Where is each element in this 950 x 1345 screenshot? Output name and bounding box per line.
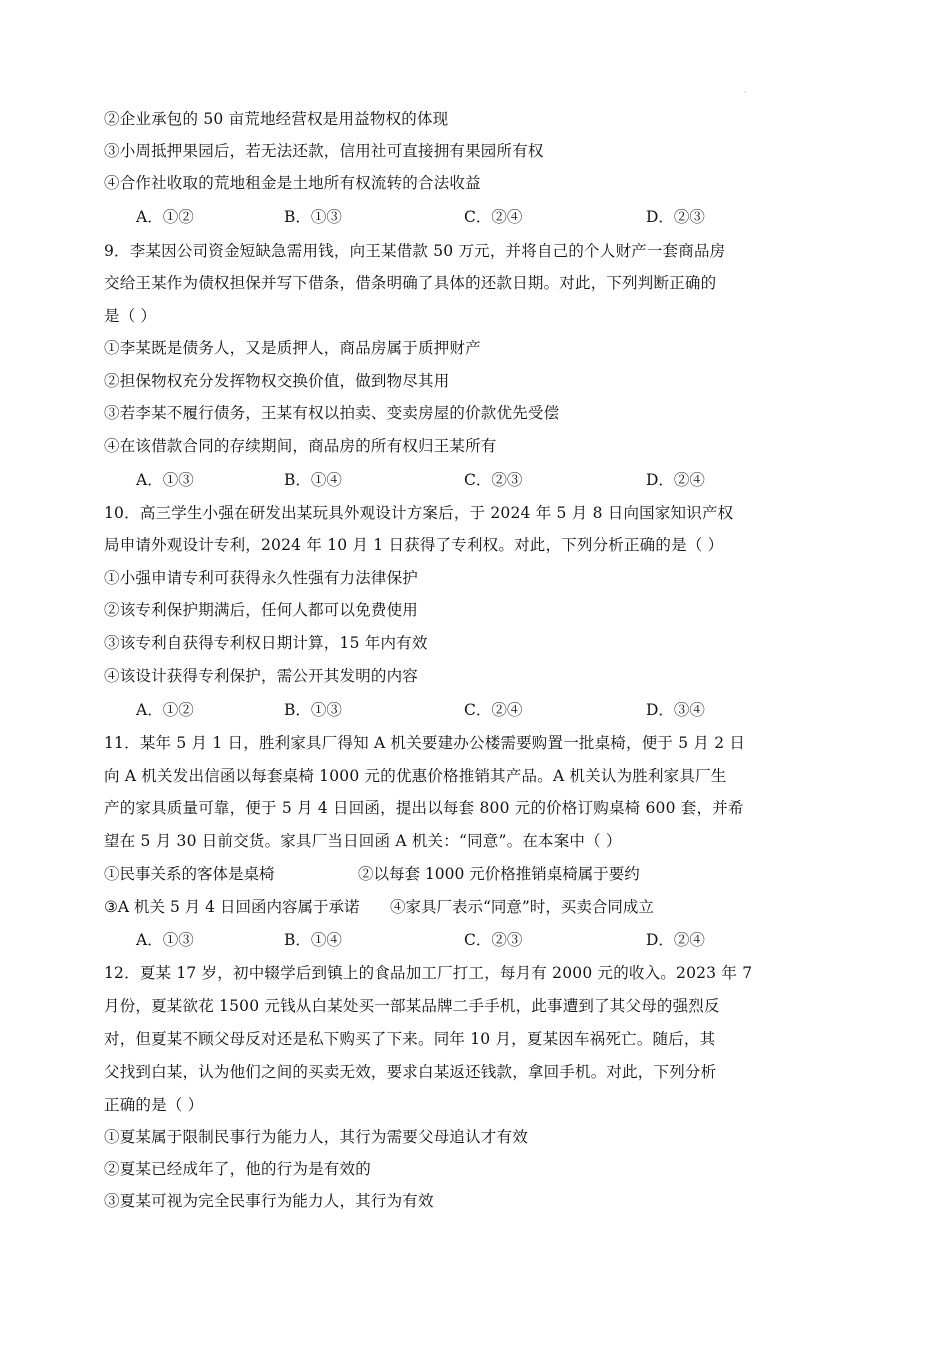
- q12-stem-line-5: 正确的是（ ）: [104, 1096, 204, 1114]
- q11-statements-row-2: [104, 896, 764, 918]
- q9-option-b[interactable]: B．①④: [284, 471, 342, 489]
- q9-option-c[interactable]: C．②③: [464, 471, 523, 489]
- q8-statement-3: ③小周抵押果园后，若无法还款，信用社可直接拥有果园所有权: [104, 142, 544, 160]
- q8-option-a[interactable]: A．①②: [136, 208, 194, 226]
- q11-option-b[interactable]: B．①④: [284, 931, 342, 949]
- q8-statement-4: ④合作社收取的荒地租金是土地所有权流转的合法收益: [104, 174, 481, 192]
- q11-statement-3: ③A 机关 5 月 4 日回函内容属于承诺: [104, 898, 360, 916]
- q8-option-b[interactable]: B．①③: [284, 208, 342, 226]
- q12-stem-line-1: 12．夏某 17 岁，初中辍学后到镇上的食品加工厂打工，每月有 2000 元的收入。2023 年 7: [104, 964, 753, 982]
- q10-option-a[interactable]: A．①②: [136, 701, 194, 719]
- q11-statement-2: ②以每套 1000 元价格推销桌椅属于要约: [358, 865, 640, 883]
- q10-stem-line-1: 10．高三学生小强在研发出某玩具外观设计方案后，于 2024 年 5 月 8 日向国家知识产权: [104, 504, 734, 522]
- q9-statement-2: ②担保物权充分发挥物权交换价值，做到物尽其用: [104, 372, 450, 390]
- q9-option-a[interactable]: A．①③: [136, 471, 194, 489]
- q10-option-c[interactable]: C．②④: [464, 701, 523, 719]
- q10-stem-line-2: 局申请外观设计专利，2024 年 10 月 1 日获得了专利权。对此，下列分析正确的是（ ）: [104, 536, 724, 554]
- q11-option-d[interactable]: D．②④: [646, 931, 705, 949]
- q10-options: [136, 699, 736, 721]
- q10-statement-1: ①小强申请专利可获得永久性强有力法律保护: [104, 569, 419, 587]
- q10-statement-3: ③该专利自获得专利权日期计算，15 年内有效: [104, 634, 428, 652]
- q9-stem-line-3: 是（ ）: [104, 307, 157, 325]
- q9-statement-1: ①李某既是债务人，又是质押人，商品房属于质押财产: [104, 339, 481, 357]
- q8-statement-2: ②企业承包的 50 亩荒地经营权是用益物权的体现: [104, 110, 449, 128]
- q10-statement-2: ②该专利保护期满后，任何人都可以免费使用: [104, 601, 419, 619]
- q11-option-c[interactable]: C．②③: [464, 931, 523, 949]
- q9-statement-4: ④在该借款合同的存续期间，商品房的所有权归王某所有: [104, 437, 497, 455]
- q11-statement-4: ④家具厂表示“同意”时，买卖合同成立: [390, 898, 654, 916]
- q11-options: [136, 929, 736, 951]
- q8-options: [136, 206, 736, 228]
- q10-option-b[interactable]: B．①③: [284, 701, 342, 719]
- q11-stem-line-3: 产的家具质量可靠，便于 5 月 4 日回函，提出以每套 800 元的价格订购桌椅 600 套，并希: [104, 799, 744, 817]
- q11-stem-line-1: 11．某年 5 月 1 日，胜利家具厂得知 A 机关要建办公楼需要购置一批桌椅，便于 5 月 2 日: [104, 734, 746, 752]
- q10-option-d[interactable]: D．③④: [646, 701, 705, 719]
- q9-option-d[interactable]: D．②④: [646, 471, 705, 489]
- q10-statement-4: ④该设计获得专利保护，需公开其发明的内容: [104, 667, 419, 685]
- q12-statement-1: ①夏某属于限制民事行为能力人，其行为需要父母追认才有效: [104, 1128, 528, 1146]
- q9-statement-3: ③若李某不履行债务，王某有权以拍卖、变卖房屋的价款优先受偿: [104, 404, 560, 422]
- q9-stem-line-2: 交给王某作为债权担保并写下借条，借条明确了具体的还款日期。对此，下列判断正确的: [104, 274, 717, 292]
- q9-options: [136, 469, 736, 491]
- q8-option-c[interactable]: C．②④: [464, 208, 523, 226]
- q12-statement-3: ③夏某可视为完全民事行为能力人，其行为有效: [104, 1192, 434, 1210]
- q11-stem-line-2: 向 A 机关发出信函以每套桌椅 1000 元的优惠价格推销其产品。A 机关认为胜利家具厂生: [104, 767, 727, 785]
- q11-stem-line-4: 望在 5 月 30 日前交货。家具厂当日回函 A 机关：“同意”。在本案中（ ）: [104, 832, 622, 850]
- q9-stem-line-1: 9．李某因公司资金短缺急需用钱，向王某借款 50 万元，并将自己的个人财产一套商品房: [104, 242, 726, 260]
- q12-stem-line-2: 月份，夏某欲花 1500 元钱从白某处买一部某品牌二手手机，此事遭到了其父母的强烈反: [104, 997, 720, 1015]
- q11-statements-row-1: [104, 863, 764, 885]
- q11-statement-1: ①民事关系的客体是桌椅: [104, 865, 275, 883]
- q8-option-d[interactable]: D．②③: [646, 208, 705, 226]
- page-mark: ·: [744, 88, 747, 97]
- q12-stem-line-3: 对，但夏某不顾父母反对还是私下购买了下来。同年 10 月，夏某因车祸死亡。随后，其: [104, 1030, 716, 1048]
- q11-option-a[interactable]: A．①③: [136, 931, 194, 949]
- q12-stem-line-4: 父找到白某，认为他们之间的买卖无效，要求白某返还钱款，拿回手机。对此，下列分析: [104, 1063, 717, 1081]
- q12-statement-2: ②夏某已经成年了，他的行为是有效的: [104, 1160, 371, 1178]
